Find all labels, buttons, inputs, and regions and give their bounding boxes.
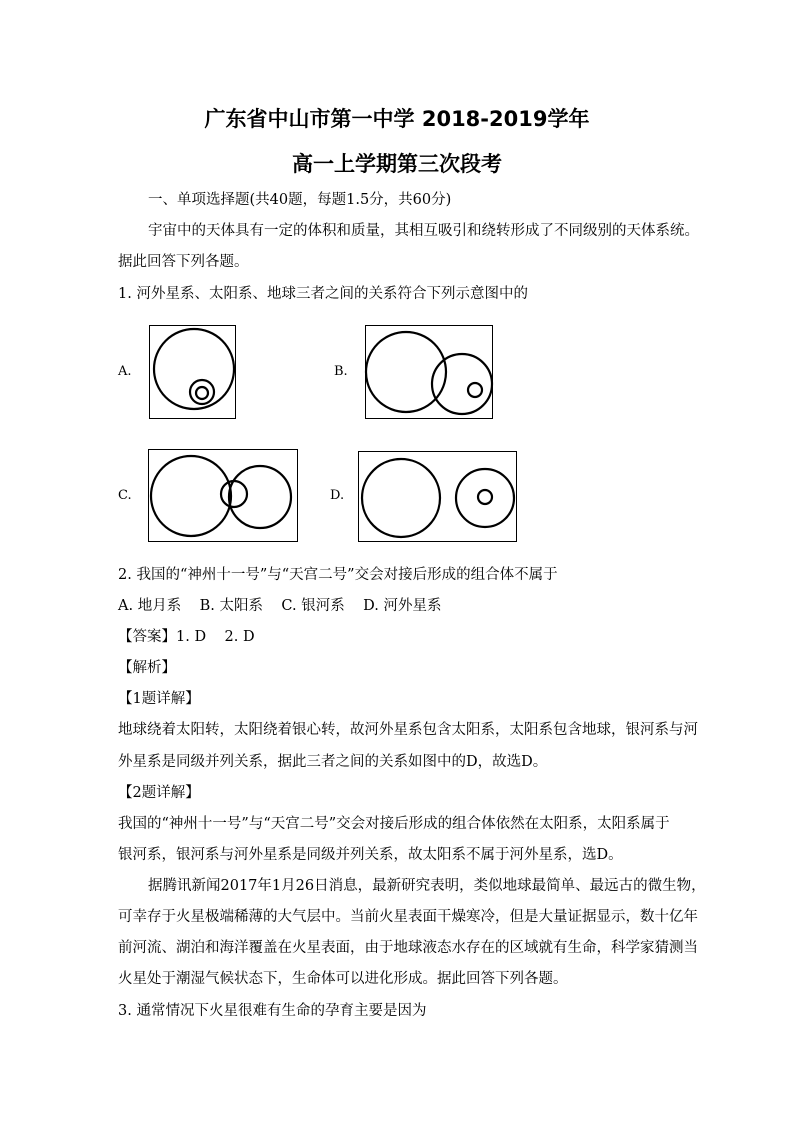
option-b-label: B.	[334, 364, 348, 379]
option-c-diagram	[148, 449, 298, 542]
option-a-middle-circle	[190, 380, 214, 404]
document-title-line1: 广东省中山市第一中学 2018-2019学年	[204, 107, 590, 131]
detail-1-line2: 外星系是同级并列关系，据此三者之间的关系如图中的D，故选D。	[118, 754, 548, 770]
document-title-line2: 高一上学期第三次段考	[292, 152, 502, 176]
section-heading: 一、单项选择题(共40题，每题1.5分，共60分)	[148, 192, 452, 208]
detail-1-heading: 【1题详解】	[118, 691, 200, 707]
option-c-right-circle	[229, 466, 291, 528]
option-d-right-circle	[456, 469, 514, 527]
detail-2-line1: 我国的“神州十一号”与“天宫二号”交会对接后形成的组合体依然在太阳系，太阳系属于	[118, 816, 670, 832]
option-b-small-circle	[468, 383, 482, 397]
analysis-heading: 【解析】	[118, 660, 176, 676]
option-b-diagram	[365, 325, 493, 419]
option-c-left-circle	[151, 456, 231, 536]
option-d-diagram	[358, 451, 517, 542]
option-d-inner-circle	[478, 490, 492, 504]
detail-2-line2: 银河系，银河系与河外星系是同级并列关系，故太阳系不属于河外星系，选D。	[118, 847, 623, 863]
option-a-inner-circle	[196, 387, 208, 399]
option-a-circles	[150, 326, 237, 420]
passage-2-line1: 据腾讯新闻2017年1月26日消息，最新研究表明，类似地球最简单、最远古的微生物，	[148, 878, 706, 894]
question-1-stem: 1. 河外星系、太阳系、地球三者之间的关系符合下列示意图中的	[118, 286, 528, 302]
answer-line: 【答案】1. D 2. D	[118, 629, 255, 645]
question-2-stem: 2. 我国的“神州十一号”与“天宫二号”交会对接后形成的组合体不属于	[118, 567, 558, 583]
option-a-outer-circle	[154, 329, 234, 409]
option-d-circles	[359, 452, 518, 543]
intro-paragraph-line2: 据此回答下列各题。	[118, 254, 249, 270]
question-2-options: A. 地月系 B. 太阳系 C. 银河系 D. 河外星系	[118, 598, 442, 614]
detail-2-heading: 【2题详解】	[118, 785, 200, 801]
option-b-medium-circle	[432, 354, 492, 414]
detail-1-line1: 地球绕着太阳转，太阳绕着银心转，故河外星系包含太阳系，太阳系包含地球，银河系与河	[118, 722, 698, 738]
passage-2-line4: 火星处于潮湿气候状态下，生命体可以进化形成。据此回答下列各题。	[118, 971, 568, 987]
option-c-circles	[149, 450, 299, 543]
option-d-label: D.	[330, 488, 345, 503]
option-c-label: C.	[118, 488, 132, 503]
intro-paragraph-line1: 宇宙中的天体具有一定的体积和质量，其相互吸引和绕转形成了不同级别的天体系统。	[148, 223, 699, 239]
option-d-left-circle	[362, 459, 440, 537]
option-a-diagram	[149, 325, 236, 419]
passage-2-line2: 可幸存于火星极端稀薄的大气层中。当前火星表面干燥寒冷，但是大量证据显示，数十亿年	[118, 909, 698, 925]
option-b-circles	[366, 326, 494, 420]
option-a-label: A.	[118, 364, 132, 379]
question-3-stem: 3. 通常情况下火星很难有生命的孕育主要是因为	[118, 1003, 427, 1019]
passage-2-line3: 前河流、湖泊和海洋覆盖在火星表面，由于地球液态水存在的区域就有生命，科学家猜测当	[118, 940, 698, 956]
option-c-overlap-circle	[221, 481, 247, 507]
